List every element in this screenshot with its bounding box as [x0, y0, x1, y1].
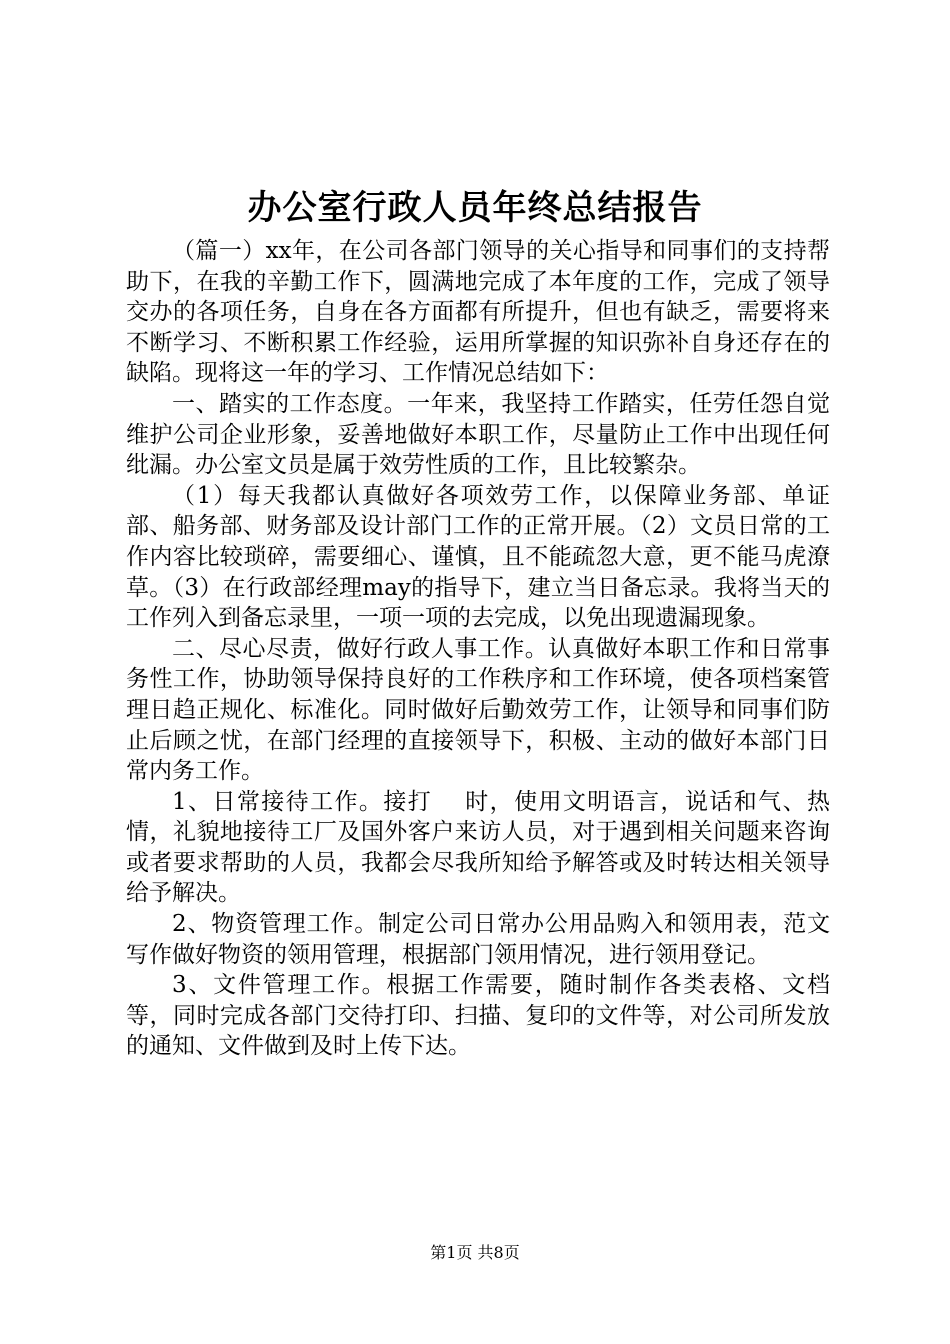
paragraph-daily-duties: （1）每天我都认真做好各项效劳工作，以保障业务部、单证部、船务部、财务部及设计部门工作的正常开展。（2）文员日常的工作内容比较琐碎，需要细心、谨慎，且不能疏忽大意，更不能马虎潦草。（3）在行政部经理may的指导下，建立当日备忘录。我将当天的工作列入到备忘录里，一项一项的去完成，以免出现遗漏现象。 — [126, 482, 830, 632]
document-body — [126, 236, 830, 1062]
paragraph-admin-hr: 二、尽心尽责，做好行政人事工作。认真做好本职工作和日常事务性工作，协助领导保持良好的工作秩序和工作环境，使各项档案管理日趋正规化、标准化。同时做好后勤效劳工作，让领导和同事们防止后顾之忧，在部门经理的直接领导下，积极、主动的做好本部门日常内务工作。 — [126, 635, 830, 785]
paragraph-materials: 2、物资管理工作。制定公司日常办公用品购入和领用表，范文写作做好物资的领用管理，根据部门领用情况，进行领用登记。 — [126, 911, 830, 968]
paragraph-intro: （篇一）xx年，在公司各部门领导的关心指导和同事们的支持帮助下，在我的辛勤工作下，圆满地完成了本年度的工作，完成了领导交办的各项任务，自身在各方面都有所提升，但也有缺乏，需要将来不断学习、不断积累工作经验，运用所掌握的知识弥补自身还存在的缺陷。现将这一年的学习、工作情况总结如下： — [126, 238, 830, 387]
document-title: 办公室行政人员年终总结报告 — [247, 188, 703, 228]
paragraph-work-attitude: 一、踏实的工作态度。一年来，我坚持工作踏实，任劳任怨自觉维护公司企业形象，妥善地做好本职工作，尽量防止工作中出现任何纰漏。办公室文员是属于效劳性质的工作，且比较繁杂。 — [126, 390, 830, 479]
page-number-footer: 第1页 共8页 — [430, 1243, 520, 1262]
paragraph-documents: 3、文件管理工作。根据工作需要，随时制作各类表格、文档等，同时完成各部门交待打印、扫描、复印的文件等，对公司所发放的通知、文件做到及时上传下达。 — [126, 972, 830, 1060]
paragraph-reception: 1、日常接待工作。接打 时，使用文明语言，说话和气、热情，礼貌地接待工厂及国外客户来访人员，对于遇到相关问题来咨询或者要求帮助的人员，我都会尽我所知给予解答或及时转达相关领导给予解决。 — [126, 788, 830, 907]
